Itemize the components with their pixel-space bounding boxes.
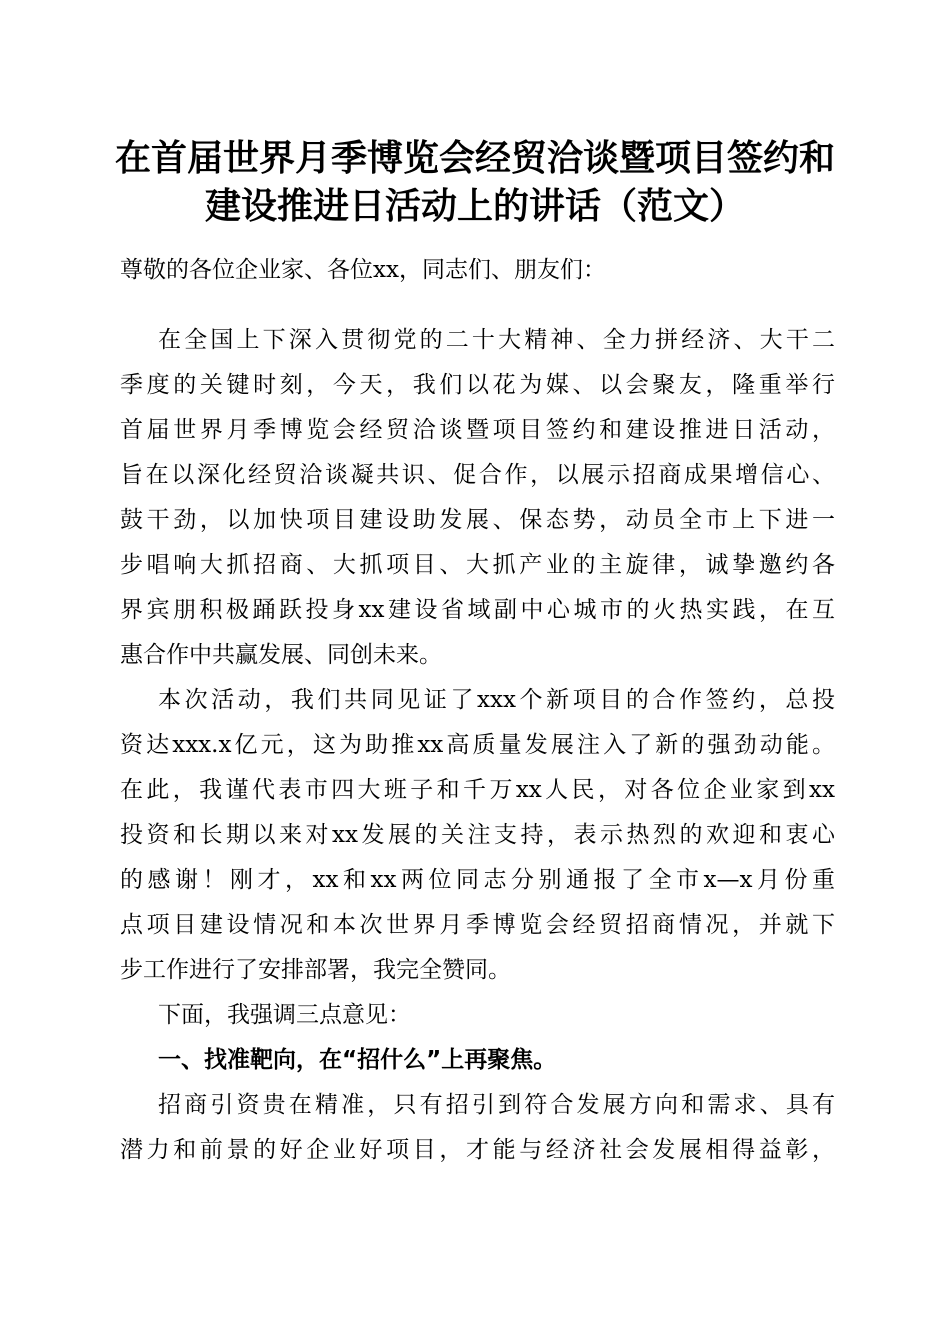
body-line: 季度的关键时刻，今天，我们以花为媒、以会聚友，隆重举行 xyxy=(120,372,835,398)
body-line: 下面，我强调三点意见： xyxy=(158,1002,411,1028)
document-title-line-1: 在首届世界月季博览会经贸洽谈暨项目签约和 xyxy=(114,137,835,179)
body-line: 首届世界月季博览会经贸洽谈暨项目签约和建设推进日活动， xyxy=(120,417,835,443)
document-title-line-2: 建设推进日活动上的讲话（范文） xyxy=(204,185,745,227)
body-line: 潜力和前景的好企业好项目，才能与经济社会发展相得益彰， xyxy=(120,1137,835,1163)
salutation: 尊敬的各位企业家、各位xx，同志们、朋友们： xyxy=(120,257,606,283)
body-line: 的感谢！刚才，xx和xx两位同志分别通报了全市x—x月份重 xyxy=(120,867,835,893)
body-line: 步工作进行了安排部署，我完全赞同。 xyxy=(120,957,511,983)
body-line: 招商引资贵在精准，只有招引到符合发展方向和需求、具有 xyxy=(158,1092,835,1118)
body-line: 步唱响大抓招商、大抓项目、大抓产业的主旋律，诚挚邀约各 xyxy=(120,552,835,578)
body-line: 鼓干劲，以加快项目建设助发展、保态势，动员全市上下进一 xyxy=(120,507,835,533)
body-line: 点项目建设情况和本次世界月季博览会经贸招商情况，并就下 xyxy=(120,912,835,938)
body-line: 本次活动，我们共同见证了xxx个新项目的合作签约，总投 xyxy=(158,687,835,713)
body-line: 资达xxx.x亿元，这为助推xx高质量发展注入了新的强劲动能。 xyxy=(120,732,835,758)
body-line: 惠合作中共赢发展、同创未来。 xyxy=(120,642,442,668)
body-line: 在此，我谨代表市四大班子和千万xx人民，对各位企业家到xx xyxy=(120,777,835,803)
body-line: 界宾朋积极踊跃投身xx建设省域副中心城市的火热实践，在互 xyxy=(120,597,835,623)
body-line: 在全国上下深入贯彻党的二十大精神、全力拼经济、大干二 xyxy=(158,327,835,353)
body-line: 投资和长期以来对xx发展的关注支持，表示热烈的欢迎和衷心 xyxy=(120,822,835,848)
body-line: 旨在以深化经贸洽谈凝共识、促合作，以展示招商成果增信心、 xyxy=(120,462,835,488)
section-heading-1: 一、找准靶向，在“招什么”上再聚焦。 xyxy=(158,1047,557,1073)
